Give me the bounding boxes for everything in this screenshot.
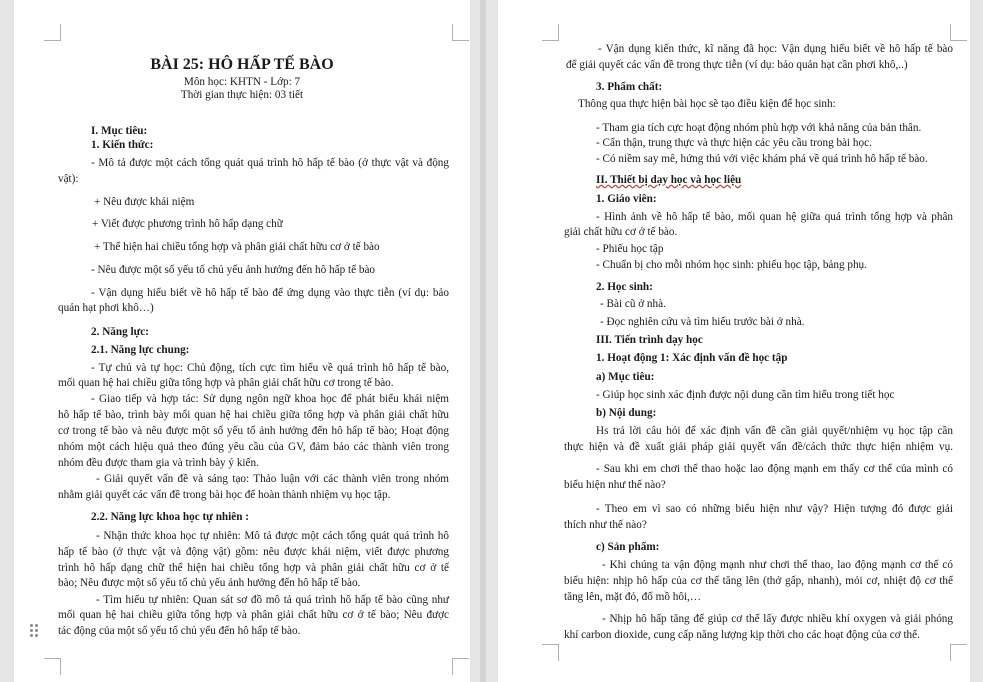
margin-corner-mark bbox=[542, 644, 559, 661]
heading-qualities: 3. Phẩm chất: bbox=[596, 81, 663, 93]
text-line: - Mô tả được một cách tổng quát quá trình hô hấp tế bào (ở thực vật và động bbox=[91, 157, 449, 169]
text-line: - Nêu được một số yếu tố chủ yếu ảnh hưởng đến hô hấp tế bào bbox=[91, 264, 376, 276]
text-line: hấp tế bào (ở thực vật và động vật) gồm: nêu được khái niệm, viết được phương bbox=[58, 546, 449, 558]
text-line: Hs trả lời câu hỏi để xác định vấn đề cần giải quyết/nhiệm vụ học tập cần bbox=[596, 425, 953, 437]
text-line: mối quan hệ hai chiều giữa tổng hợp và phân giải chất hữu cơ ở tế bào; Nêu được bbox=[58, 609, 449, 621]
text-line: hô hấp tế bào, trình bày mối quan hệ hai chiều giữa tổng hợp và phân giải chất hữu bbox=[58, 409, 449, 421]
text-line: + Thể hiện hai chiều tổng hợp và phân giải chất hữu cơ ở tế bào bbox=[94, 241, 380, 253]
text-line: cơ trong tế bào và nêu được một số yếu tố ảnh hưởng đến hô hấp tế bào; Hoạt động bbox=[58, 425, 449, 437]
text-line: - Vận dụng kiến thức, kĩ năng đã học: Vận dụng hiểu biết về hô hấp tế bào bbox=[598, 43, 953, 55]
heading-teacher: 1. Giáo viên: bbox=[596, 193, 657, 205]
text-line: - Giao tiếp và hợp tác: Sử dụng ngôn ngữ khoa học để phát biểu khái niệm bbox=[91, 393, 449, 405]
text-line: - Vận dụng hiểu biết về hô hấp tế bào để ứng dụng vào thực tiễn (ví dụ: bảo bbox=[91, 287, 449, 299]
text-line: + Viết được phương trình hô hấp dạng chữ bbox=[92, 218, 283, 230]
text-line: + Nêu được khái niệm bbox=[94, 196, 195, 208]
text-line: quản hạt phơi khô…) bbox=[58, 302, 154, 314]
margin-corner-mark bbox=[452, 658, 469, 675]
heading-science-competence: 2.2. Năng lực khoa học tự nhiên : bbox=[91, 511, 249, 523]
drag-handle-icon[interactable] bbox=[30, 624, 40, 638]
text-line: nhằm giải quyết các vấn đề trong bài học để hoàn thành nhiệm vụ học tập. bbox=[58, 489, 391, 501]
text-line: - Đọc nghiên cứu và tìm hiểu trước bài ở nhà. bbox=[600, 316, 805, 328]
margin-corner-mark bbox=[44, 24, 61, 41]
text-line: để giải quyết các vấn đề trong thực tiễn (ví dụ: bảo quản hạt cần phơi khô,..) bbox=[566, 59, 908, 71]
heading-knowledge: 1. Kiến thức: bbox=[91, 139, 154, 151]
heading-students: 2. Học sinh: bbox=[596, 281, 653, 293]
text-line: - Phiếu học tập bbox=[596, 243, 664, 255]
text-line: biểu hiện: nhịp hô hấp của cơ thể tăng lên (thở gấp, nhanh), mỏi cơ, nhiệt độ cơ thể bbox=[564, 575, 953, 587]
heading-content: b) Nội dung: bbox=[596, 407, 657, 419]
text-line: giải chất hữu cơ ở tế bào. bbox=[564, 226, 678, 238]
text-line: - Tìm hiểu tự nhiên: Quan sát sơ đồ mô tả quá trình hô hấp tế bào cũng như bbox=[96, 594, 449, 606]
text-line: - Nhận thức khoa học tự nhiên: Mô tả được một cách tổng quát quá trình hô bbox=[96, 530, 449, 542]
heading-equipment: II. Thiết bị dạy học và học liệu bbox=[596, 174, 742, 186]
text-line: - Chuẩn bị cho mỗi nhóm học sinh: phiếu học tập, bảng phụ. bbox=[596, 259, 867, 271]
document-page-2 bbox=[498, 0, 970, 682]
text-line: - Tham gia tích cực hoạt động nhóm phù hợp với khả năng của bản thân. bbox=[596, 122, 922, 134]
text-line: - Bài cũ ở nhà. bbox=[600, 298, 666, 310]
heading-goal: a) Mục tiêu: bbox=[596, 371, 655, 383]
text-line: - Cẩn thận, trung thực và thực hiện các yêu cầu trong bài học. bbox=[596, 137, 872, 149]
text-line: - Tự chủ và tự học: Chủ động, tích cực tìm hiểu về quá trình hô hấp tế bào, bbox=[91, 362, 449, 374]
heading-general-competence: 2.1. Năng lực chung: bbox=[91, 344, 190, 356]
text-line: tác động của một số yếu tố chủ yếu đến hô hấp tế bào. bbox=[58, 625, 301, 637]
text-line: - Sau khi em chơi thể thao hoặc lao động mạnh em thấy cơ thể của mình có bbox=[596, 463, 953, 475]
text-line: - Giải quyết vấn đề và sáng tạo: Thảo luận với các thành viên trong nhóm bbox=[96, 473, 449, 485]
lesson-title: BÀI 25: HÔ HẤP TẾ BÀO bbox=[150, 56, 334, 73]
margin-corner-mark bbox=[950, 644, 967, 661]
text-line: biểu hiện như thế nào? bbox=[564, 479, 666, 491]
text-line: - Có niềm say mê, hứng thú với việc khám phá về quá trình hô hấp tế bào. bbox=[596, 153, 928, 165]
heading-competence: 2. Năng lực: bbox=[91, 326, 149, 338]
margin-corner-mark bbox=[950, 24, 967, 41]
text-line: thích như thế nào? bbox=[564, 519, 647, 531]
text-line: vật): bbox=[58, 173, 79, 185]
text-line: mối quan hệ hai chiều giữa tổng hợp và phân giải chất hữu cơ trong tế bào. bbox=[58, 377, 394, 389]
text-line: - Khi chúng ta vận động mạnh như chơi thể thao, lao động mạnh cơ thể có bbox=[602, 559, 953, 571]
heading-product: c) Sản phẩm: bbox=[596, 541, 660, 553]
text-line: tăng lên, mặt đỏ, đổ mồ hôi,… bbox=[564, 591, 702, 603]
text-line: - Giúp học sinh xác định được nội dung cần tìm hiểu trong tiết học bbox=[596, 389, 895, 401]
duration-line: Thời gian thực hiện: 03 tiết bbox=[180, 89, 304, 101]
subject-line: Môn học: KHTN - Lớp: 7 bbox=[183, 76, 301, 88]
text-line: nhóm đều được tham gia và trình bày ý kiến. bbox=[58, 457, 259, 469]
margin-corner-mark bbox=[452, 24, 469, 41]
text-line: thực hiện và đề xuất giải pháp giải quyết vấn đề/cách thức thực hiện nhiệm vụ. bbox=[564, 441, 953, 453]
heading-procedure: III. Tiến trình dạy học bbox=[596, 334, 703, 346]
text-line: - Hình ảnh về hô hấp tế bào, mối quan hệ giữa quá trình tổng hợp và phân bbox=[596, 211, 953, 223]
margin-corner-mark bbox=[542, 24, 559, 41]
text-line: bào; Nêu được một số yếu tố chủ yếu ảnh hưởng đến hô hấp tế bào. bbox=[58, 577, 361, 589]
text-line: - Theo em vì sao có những biểu hiện như vậy? Hiện tượng đó được giải bbox=[596, 503, 953, 515]
text-line: - Nhịp hô hấp tăng để giúp cơ thể lấy được nhiều khí oxygen và giải phóng bbox=[602, 613, 953, 625]
document-page-1 bbox=[14, 0, 470, 682]
text-line: khí carbon dioxide, cung cấp năng lượng kịp thời cho các hoạt động của cơ thể. bbox=[564, 629, 920, 641]
text-line: Thông qua thực hiện bài học sẽ tạo điều kiện để học sinh: bbox=[578, 98, 836, 110]
heading-objectives: I. Mục tiêu: bbox=[91, 125, 148, 137]
margin-corner-mark bbox=[44, 658, 61, 675]
text-line: nhóm một cách hiệu quả theo đúng yêu cầu của GV, đảm bảo các thành viên trong bbox=[58, 441, 449, 453]
heading-activity-1: 1. Hoạt động 1: Xác định vấn đề học tập bbox=[596, 352, 788, 364]
text-line: trình hô hấp dạng chữ thể hiện hai chiều tổng hợp và phân giải chất hữu cơ ở tế bbox=[58, 562, 449, 574]
page-gap bbox=[480, 0, 486, 682]
